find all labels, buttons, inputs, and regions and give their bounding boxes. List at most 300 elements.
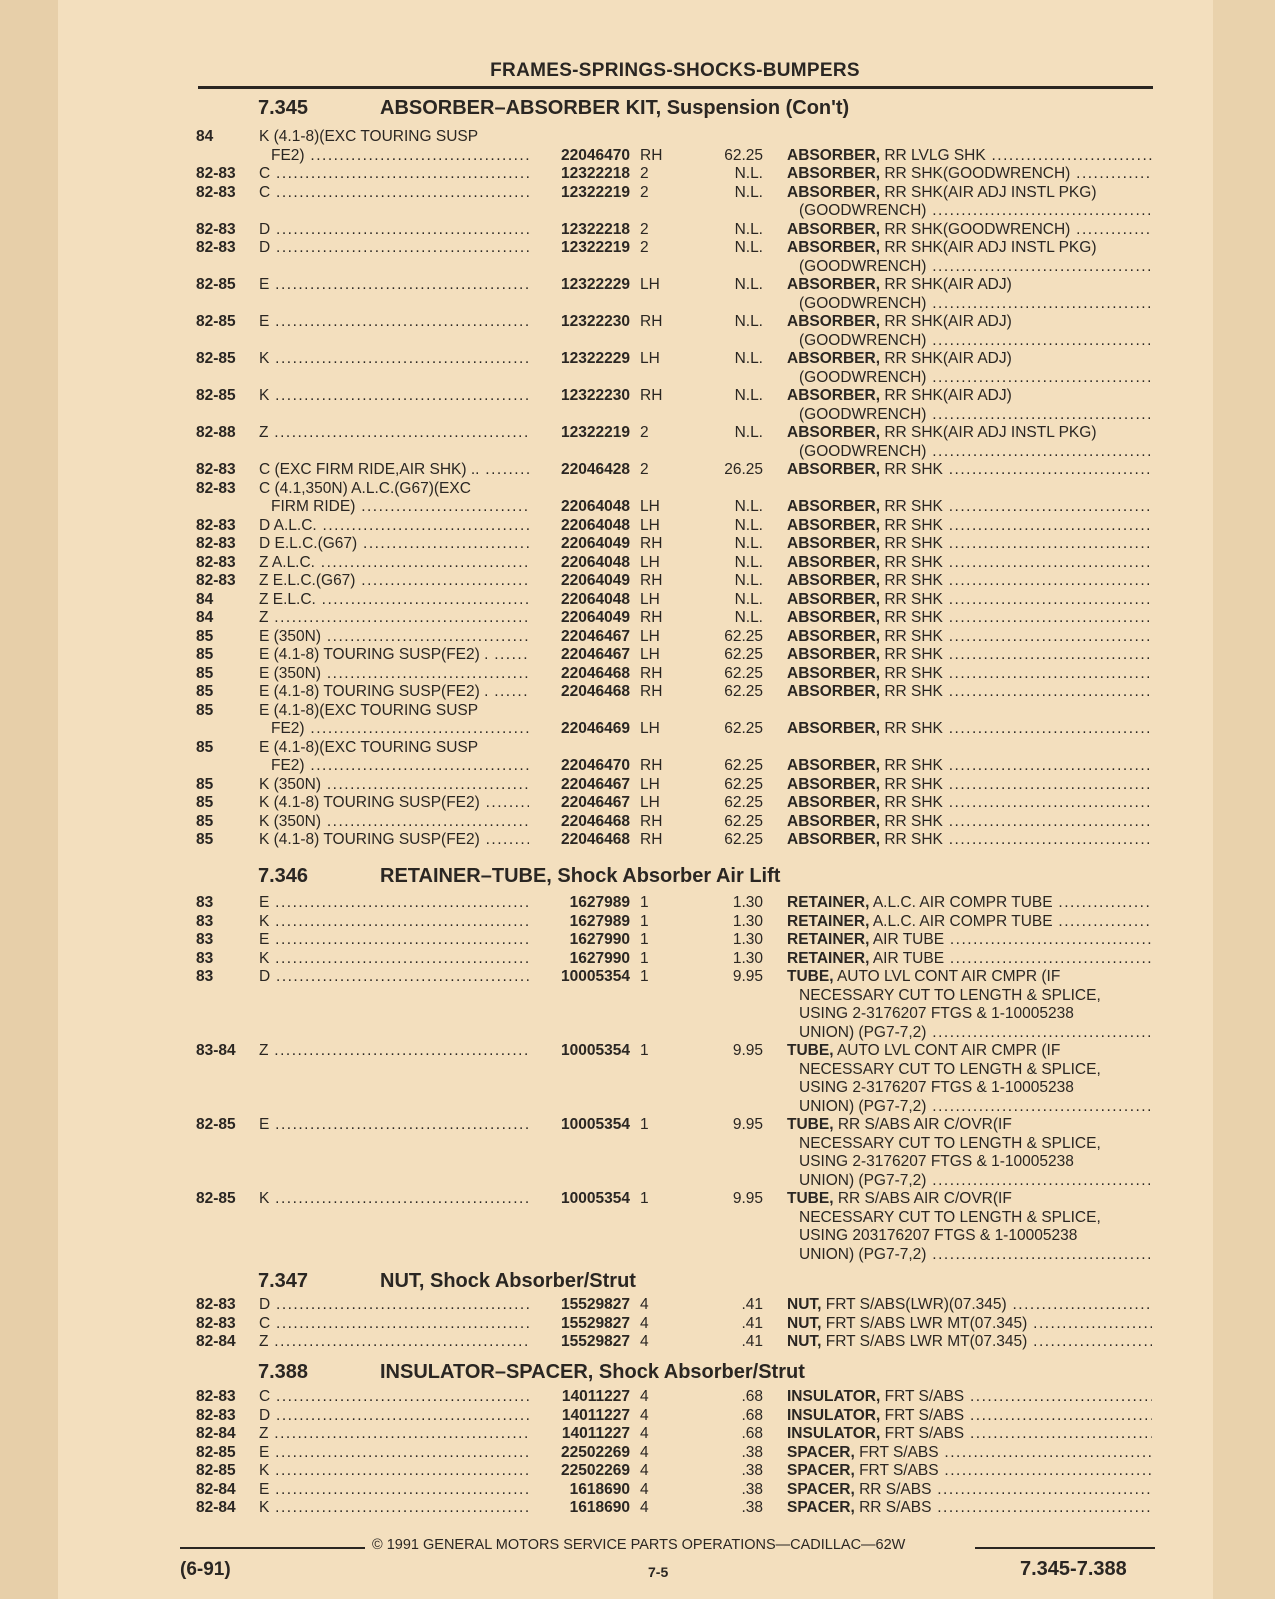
model-line: K .....	[259, 950, 529, 969]
part-number: 22046468	[561, 831, 630, 848]
description-line	[787, 813, 1152, 832]
description-noun: ABSORBER,	[787, 387, 881, 404]
quantity: LH	[640, 646, 660, 663]
description-text: RR SHK	[884, 461, 943, 478]
table-row	[0, 739, 1275, 776]
model-code	[259, 931, 529, 950]
part-description	[787, 276, 1152, 313]
description-text: RR SHK	[884, 498, 943, 515]
price: 62.25	[724, 831, 763, 848]
footer-page-number: 7-5	[648, 1564, 669, 1580]
part-description	[787, 1315, 1152, 1334]
table-row	[0, 350, 1275, 387]
part-description	[787, 313, 1152, 350]
model-line: K .....	[259, 913, 529, 932]
description-line	[787, 424, 1152, 443]
model-line: D A.L.C. .....	[259, 517, 529, 536]
model-line: D .....	[259, 1407, 529, 1426]
model-year: 85	[196, 627, 214, 645]
table-row	[0, 628, 1275, 647]
quantity: 1	[640, 1042, 649, 1059]
description-noun: ABSORBER,	[787, 498, 881, 515]
description-noun: ABSORBER,	[787, 350, 881, 367]
model-line: E (350N) .....	[259, 665, 529, 684]
model-code	[259, 950, 529, 969]
part-number: 22046468	[561, 683, 630, 700]
description-text: RR SHK(AIR ADJ INSTL PKG)	[884, 239, 1097, 256]
description-text: USING 2-3176207 FTGS & 1-10005238	[799, 1005, 1074, 1022]
description-line	[787, 572, 1152, 591]
model-year: 84	[196, 128, 214, 145]
table-row	[0, 517, 1275, 536]
model-year: 82-84	[196, 1480, 236, 1498]
model-code	[259, 184, 529, 203]
model-line: K .....	[259, 1462, 529, 1481]
price: 62.25	[724, 664, 763, 682]
model-year: 82-83	[196, 1314, 236, 1332]
description-text: FRT S/ABS	[884, 1406, 965, 1424]
model-code	[259, 517, 529, 536]
model-year: 83	[196, 912, 214, 930]
table-row	[0, 239, 1275, 276]
description-text: RR SHK	[884, 535, 943, 552]
description-text: USING 2-3176207 FTGS & 1-10005238	[799, 1153, 1074, 1170]
description-line	[787, 757, 1152, 776]
table-row	[0, 665, 1275, 684]
model-code	[259, 1042, 529, 1061]
model-line: E (350N) .....	[259, 628, 529, 647]
quantity: 1	[640, 949, 649, 967]
model-code	[259, 221, 529, 240]
model-code	[259, 1444, 529, 1463]
section-header	[0, 1361, 1275, 1387]
model-line: C .....	[259, 1315, 529, 1334]
part-description	[787, 554, 1152, 573]
model-code	[259, 776, 529, 795]
quantity: 1	[640, 931, 649, 948]
description-noun: RETAINER,	[787, 894, 870, 911]
part-description	[787, 968, 1152, 1042]
price: 62.25	[724, 720, 763, 737]
description-noun: ABSORBER,	[787, 516, 881, 534]
quantity: 4	[640, 1406, 649, 1424]
part-description	[787, 147, 1152, 166]
description-noun: ABSORBER,	[787, 313, 881, 330]
model-code	[259, 894, 529, 913]
description-text: RR SHK(AIR ADJ)	[884, 350, 1012, 367]
quantity: RH	[640, 387, 663, 404]
quantity: LH	[640, 350, 660, 367]
part-description	[787, 1499, 1152, 1518]
model-code	[259, 461, 529, 480]
quantity: 4	[640, 1462, 649, 1479]
description-line	[787, 628, 1152, 647]
description-line	[787, 1407, 1152, 1426]
description-text: A.L.C. AIR COMPR TUBE	[872, 894, 1053, 911]
table-row	[0, 950, 1275, 969]
price: 9.95	[732, 1190, 763, 1207]
quantity: LH	[640, 498, 660, 515]
part-number: 10005354	[561, 1042, 630, 1059]
model-code	[259, 239, 529, 258]
part-number: 22046428	[561, 461, 630, 478]
description-line	[787, 258, 1152, 277]
description-noun: RETAINER,	[787, 912, 870, 930]
description-line	[787, 184, 1152, 203]
table-row	[0, 184, 1275, 221]
part-description	[787, 1042, 1152, 1116]
model-year: 82-85	[196, 1190, 236, 1207]
part-description	[787, 794, 1152, 813]
model-line: FE2) .....	[259, 720, 529, 739]
description-noun: ABSORBER,	[787, 276, 881, 293]
description-line	[787, 1462, 1152, 1481]
description-text: RR SHK(AIR ADJ INSTL PKG)	[884, 424, 1097, 441]
price: .68	[741, 1406, 763, 1424]
model-code	[259, 535, 529, 554]
part-number: 22046470	[561, 146, 630, 164]
description-line	[787, 313, 1152, 332]
description-text: RR SHK	[884, 720, 943, 737]
description-text: (GOODWRENCH)	[799, 405, 927, 423]
description-line	[787, 665, 1152, 684]
description-noun: SPACER,	[787, 1499, 855, 1516]
model-code	[259, 968, 529, 987]
description-line	[787, 1481, 1152, 1500]
model-year: 82-83	[196, 461, 236, 478]
model-year: 82-83	[196, 553, 236, 571]
description-noun: ABSORBER,	[787, 831, 881, 848]
model-line: D .....	[259, 968, 529, 987]
quantity: RH	[640, 831, 663, 848]
table-row	[0, 968, 1275, 1042]
description-text: NECESSARY CUT TO LENGTH & SPLICE,	[799, 986, 1101, 1004]
description-noun: ABSORBER,	[787, 720, 881, 737]
model-line: E .....	[259, 931, 529, 950]
description-line	[787, 202, 1152, 221]
description-noun: TUBE,	[787, 968, 834, 985]
price: 9.95	[732, 1042, 763, 1059]
description-noun: NUT,	[787, 1333, 822, 1350]
description-noun: INSULATOR,	[787, 1425, 881, 1442]
model-code	[259, 913, 529, 932]
model-line: FIRM RIDE) .....	[259, 498, 529, 517]
table-row	[0, 831, 1275, 850]
model-code	[259, 591, 529, 610]
price: .38	[741, 1480, 763, 1498]
model-line: K .....	[259, 350, 529, 369]
model-year: 85	[196, 794, 214, 811]
description-text: AUTO LVL CONT AIR CMPR (IF	[836, 1042, 1061, 1059]
model-line: Z E.L.C. .....	[259, 591, 529, 610]
model-line: E .....	[259, 276, 529, 295]
quantity: 4	[640, 1314, 649, 1332]
description-text: (GOODWRENCH)	[799, 331, 927, 349]
description-text: FRT S/ABS LWR MT(07.345)	[825, 1314, 1028, 1332]
description-noun: NUT,	[787, 1314, 822, 1332]
description-text: RR SHK	[884, 516, 943, 534]
description-line	[787, 554, 1152, 573]
part-description	[787, 720, 1152, 739]
part-description	[787, 1388, 1152, 1407]
description-line	[787, 1135, 1152, 1154]
description-noun: ABSORBER,	[787, 553, 881, 571]
description-text: RR LVLG SHK	[884, 146, 986, 164]
model-code	[259, 1190, 529, 1209]
description-noun: ABSORBER,	[787, 535, 881, 552]
model-year: 85	[196, 812, 214, 830]
price: .41	[741, 1314, 763, 1332]
description-noun: SPACER,	[787, 1462, 855, 1479]
description-line	[787, 517, 1152, 536]
model-year: 82-83	[196, 535, 236, 552]
description-text: AUTO LVL CONT AIR CMPR (IF	[836, 968, 1061, 985]
part-description	[787, 498, 1152, 517]
description-line	[787, 591, 1152, 610]
table-row	[0, 913, 1275, 932]
part-number: 14011227	[561, 1388, 630, 1405]
model-line: C (4.1,350N) A.L.C.(G67)(EXC	[259, 479, 471, 497]
price: 26.25	[724, 461, 763, 478]
part-number: 10005354	[561, 1116, 630, 1133]
model-code	[259, 1407, 529, 1426]
description-line	[787, 683, 1152, 702]
table-row	[0, 1407, 1275, 1426]
model-line: E (4.1-8)(EXC TOURING SUSP	[259, 701, 479, 719]
model-line: K (350N) .....	[259, 776, 529, 795]
table-row	[0, 480, 1275, 517]
part-description	[787, 1425, 1152, 1444]
description-noun: ABSORBER,	[787, 424, 881, 441]
price: 1.30	[732, 949, 763, 967]
price: .38	[741, 1443, 763, 1461]
model-line: E (4.1-8) TOURING SUSP(FE2) . .....	[259, 646, 529, 665]
model-year: 82-85	[196, 1443, 236, 1461]
footer-revision-date: (6-91)	[180, 1559, 231, 1580]
quantity: LH	[640, 516, 660, 534]
table-row	[0, 535, 1275, 554]
part-number: 12322218	[561, 220, 630, 238]
part-number: 12322219	[561, 424, 630, 441]
model-year: 83	[196, 894, 214, 911]
description-text: FRT S/ABS	[884, 1388, 965, 1405]
model-code	[259, 313, 529, 332]
quantity: LH	[640, 720, 660, 737]
model-code	[259, 813, 529, 832]
part-number: 22046467	[561, 646, 630, 663]
description-text: AIR TUBE	[872, 949, 945, 967]
part-description	[787, 517, 1152, 536]
section-number: 7.347	[258, 1270, 309, 1292]
description-line	[787, 147, 1152, 166]
description-line	[787, 1061, 1152, 1080]
description-line	[787, 1246, 1152, 1265]
price: 9.95	[732, 1116, 763, 1133]
part-description	[787, 776, 1152, 795]
description-text: RR S/ABS AIR C/OVR(IF	[837, 1190, 1012, 1207]
part-number: 12322219	[561, 183, 630, 201]
quantity: 4	[640, 1499, 649, 1516]
part-description	[787, 165, 1152, 184]
table-row	[0, 813, 1275, 832]
description-line	[787, 913, 1152, 932]
description-line	[787, 387, 1152, 406]
part-description	[787, 424, 1152, 461]
description-noun: NUT,	[787, 1296, 822, 1313]
section-title: NUT, Shock Absorber/Strut	[380, 1270, 636, 1292]
model-code	[259, 609, 529, 628]
quantity: RH	[640, 535, 663, 552]
description-line	[787, 369, 1152, 388]
part-description	[787, 757, 1152, 776]
description-text: RR SHK	[884, 664, 943, 682]
price: 62.25	[724, 775, 763, 793]
part-description	[787, 894, 1152, 913]
description-line	[787, 276, 1152, 295]
quantity: 2	[640, 461, 649, 478]
part-number: 22064049	[561, 572, 630, 589]
description-text: (GOODWRENCH)	[799, 257, 927, 275]
part-description	[787, 572, 1152, 591]
description-line	[787, 1315, 1152, 1334]
model-code	[259, 1481, 529, 1500]
model-year: 82-83	[196, 1296, 236, 1313]
price: 62.25	[724, 646, 763, 663]
description-text: USING 203176207 FTGS & 1-10005238	[799, 1227, 1078, 1244]
part-description	[787, 813, 1152, 832]
part-number: 22064049	[561, 535, 630, 552]
table-row	[0, 591, 1275, 610]
model-code	[259, 387, 529, 406]
description-line	[787, 1209, 1152, 1228]
table-row	[0, 165, 1275, 184]
description-text: RR SHK(GOODWRENCH)	[884, 220, 1071, 238]
model-line: C (EXC FIRM RIDE,AIR SHK) .. .....	[259, 461, 529, 480]
part-number: 22064048	[561, 553, 630, 571]
part-description	[787, 665, 1152, 684]
model-line: K .....	[259, 1499, 529, 1518]
price: N.L.	[734, 498, 763, 515]
description-text: RR SHK	[884, 831, 943, 848]
description-line	[787, 1444, 1152, 1463]
description-line	[787, 498, 1152, 517]
description-noun: SPACER,	[787, 1480, 855, 1498]
model-year: 83	[196, 931, 214, 948]
quantity: 4	[640, 1296, 649, 1313]
quantity: LH	[640, 627, 660, 645]
model-line: K (4.1-8) TOURING SUSP(FE2) .....	[259, 831, 529, 850]
model-year: 82-85	[196, 1116, 236, 1133]
price: .41	[741, 1333, 763, 1350]
description-noun: ABSORBER,	[787, 664, 881, 682]
model-code	[259, 276, 529, 295]
model-code	[259, 1296, 529, 1315]
model-line: Z A.L.C. .....	[259, 554, 529, 573]
price: .41	[741, 1296, 763, 1313]
part-number: 15529827	[561, 1296, 630, 1313]
model-line: E .....	[259, 1444, 529, 1463]
description-text: (GOODWRENCH)	[799, 368, 927, 386]
section-number: 7.346	[258, 865, 309, 887]
description-text: RR SHK	[884, 794, 943, 811]
description-line	[787, 1153, 1152, 1172]
part-number: 22502269	[561, 1462, 630, 1479]
price: N.L.	[734, 572, 763, 589]
description-noun: TUBE,	[787, 1116, 834, 1133]
description-text: NECESSARY CUT TO LENGTH & SPLICE,	[799, 1060, 1101, 1078]
quantity: 1	[640, 894, 649, 911]
part-number: 12322229	[561, 350, 630, 367]
price: 62.25	[724, 757, 763, 774]
part-description	[787, 184, 1152, 221]
description-noun: TUBE,	[787, 1190, 834, 1207]
description-line	[787, 609, 1152, 628]
part-description	[787, 609, 1152, 628]
description-line	[787, 1227, 1152, 1246]
description-text: RR SHK(GOODWRENCH)	[884, 165, 1071, 182]
quantity: 2	[640, 424, 649, 441]
part-description	[787, 461, 1152, 480]
description-line	[787, 894, 1152, 913]
model-code	[259, 1116, 529, 1135]
section-header	[0, 1270, 1275, 1296]
model-year: 82-85	[196, 313, 236, 330]
description-line	[787, 535, 1152, 554]
model-year: 85	[196, 664, 214, 682]
table-row	[0, 1462, 1275, 1481]
quantity: LH	[640, 553, 660, 571]
description-line	[787, 165, 1152, 184]
description-text: (GOODWRENCH)	[799, 294, 927, 312]
price: N.L.	[734, 183, 763, 201]
table-row	[0, 128, 1275, 165]
footer-rule-left	[180, 1547, 365, 1549]
table-row	[0, 1481, 1275, 1500]
description-noun: ABSORBER,	[787, 146, 881, 164]
model-year: 82-83	[196, 239, 236, 256]
table-row	[0, 1296, 1275, 1315]
model-line: Z .....	[259, 424, 529, 443]
model-line: C .....	[259, 1388, 529, 1407]
description-line	[787, 987, 1152, 1006]
quantity: RH	[640, 313, 663, 330]
model-year: 82-88	[196, 424, 236, 441]
table-row	[0, 609, 1275, 628]
model-year: 85	[196, 646, 214, 663]
description-text: RR SHK	[884, 757, 943, 774]
table-row	[0, 1315, 1275, 1334]
model-code	[259, 424, 529, 443]
description-line	[787, 443, 1152, 462]
price: 62.25	[724, 146, 763, 164]
part-number: 22046467	[561, 627, 630, 645]
description-text: RR SHK	[884, 812, 943, 830]
part-description	[787, 350, 1152, 387]
footer-rule-right	[975, 1547, 1155, 1549]
description-text: RR SHK(AIR ADJ)	[884, 387, 1012, 404]
description-text: FRT S/ABS LWR MT(07.345)	[825, 1333, 1028, 1350]
model-year: 82-85	[196, 1462, 236, 1479]
model-line: K (350N) .....	[259, 813, 529, 832]
description-noun: ABSORBER,	[787, 683, 881, 700]
section-header	[0, 97, 1275, 123]
model-year: 82-83	[196, 1388, 236, 1405]
part-number: 1618690	[569, 1499, 630, 1516]
part-description	[787, 1333, 1152, 1352]
part-number: 22502269	[561, 1443, 630, 1461]
model-line: E .....	[259, 894, 529, 913]
model-line: Z .....	[259, 1042, 529, 1061]
